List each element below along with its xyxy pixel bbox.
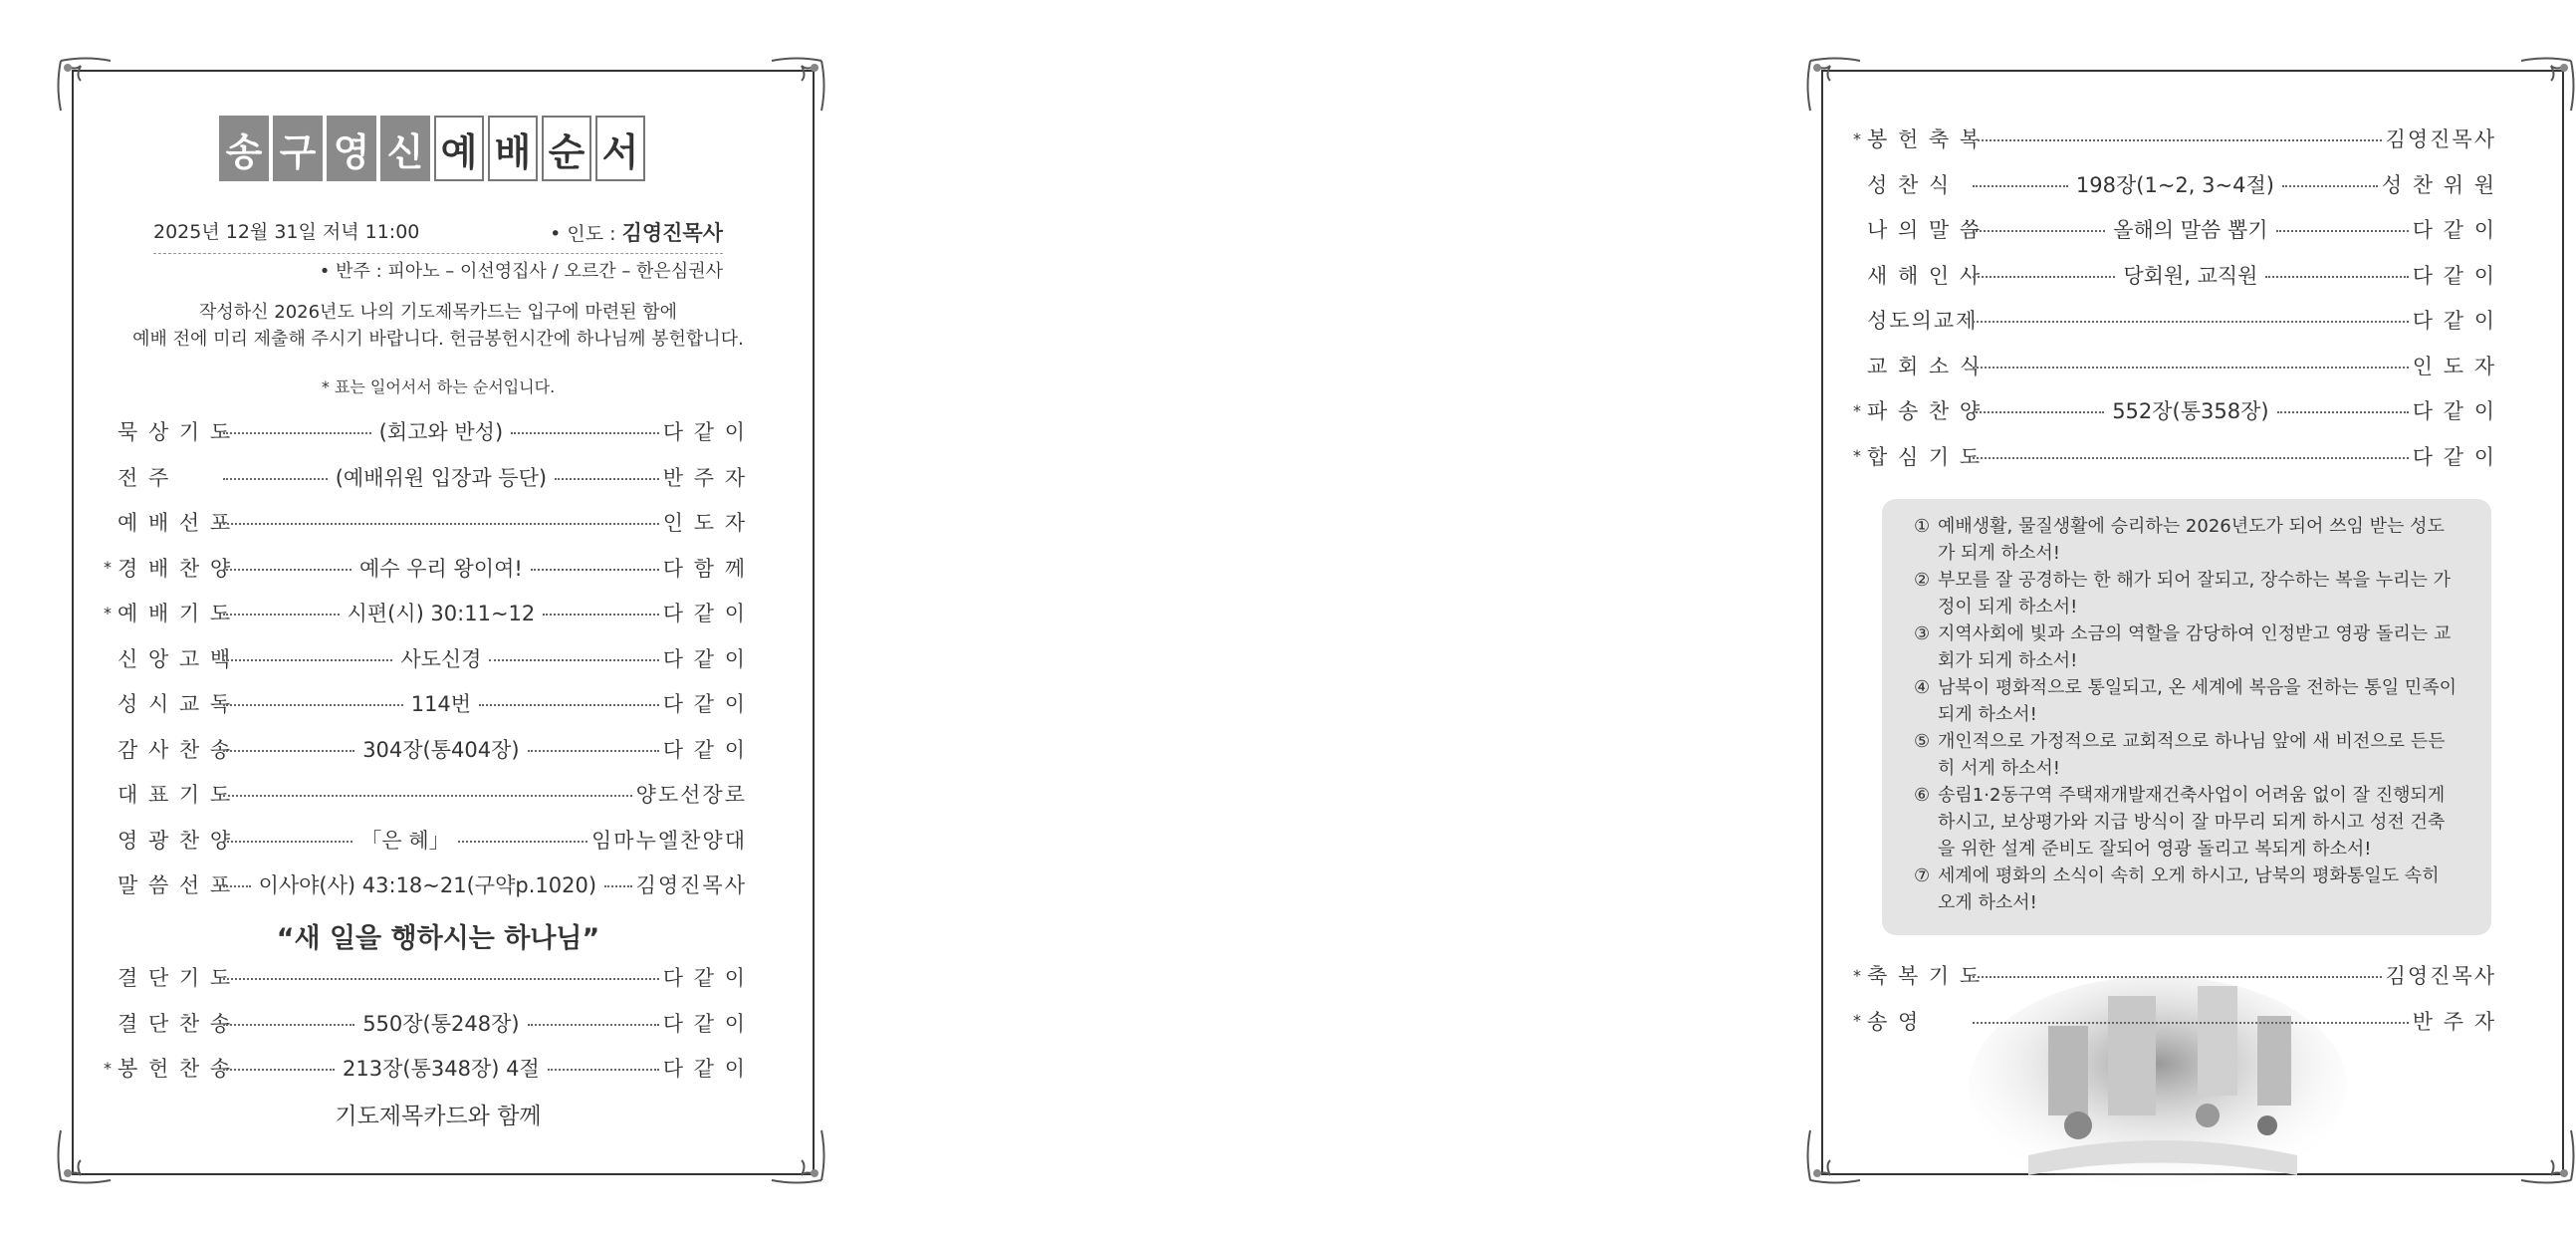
prayer-number: ④ bbox=[1914, 677, 1931, 698]
order-row bbox=[1867, 305, 2496, 335]
order-detail: 「은 혜」 bbox=[360, 828, 450, 853]
prayer-text: 예배생활, 물질생활에 승리하는 2026년도가 되어 쓰임 받는 성도가 되게 하소서! bbox=[1938, 516, 2445, 564]
title-char: 예 bbox=[434, 116, 484, 181]
order-row bbox=[117, 1008, 747, 1038]
order-person: 다 같 이 bbox=[2412, 399, 2497, 423]
order-label: 감 사 찬 송 bbox=[117, 737, 233, 762]
prayer-number: ① bbox=[1914, 516, 1931, 537]
order-person: 김영진목사 bbox=[2385, 964, 2496, 988]
leader-dots bbox=[1973, 321, 2409, 323]
notice-line: 예배 전에 미리 제출해 주시기 바랍니다. 헌금봉헌시간에 하나님께 봉헌합니다. bbox=[132, 329, 744, 350]
page-title bbox=[219, 116, 645, 181]
order-label: 성 찬 식 bbox=[1867, 172, 1952, 197]
leader-name: 김영진목사 bbox=[621, 221, 723, 245]
prayer-item bbox=[1914, 567, 2461, 620]
service-date: 2025년 12월 31일 저녁 11:00 bbox=[153, 221, 420, 243]
ornament-icon bbox=[56, 1125, 116, 1185]
order-row bbox=[117, 416, 747, 446]
ornament-icon bbox=[56, 56, 116, 116]
title-char: 순 bbox=[542, 116, 591, 181]
order-row bbox=[1853, 124, 2496, 153]
order-label: 송 영 bbox=[1867, 1009, 1921, 1034]
order-row bbox=[1853, 395, 2497, 425]
prayer-number: ③ bbox=[1914, 623, 1931, 644]
prayer-item bbox=[1914, 863, 2461, 916]
star-note: * 표는 일어서서 하는 순서입니다. bbox=[321, 377, 556, 396]
leader-dots bbox=[223, 704, 403, 706]
title-char: 송 bbox=[219, 116, 269, 181]
leader-dots bbox=[1973, 276, 2115, 278]
prayer-text: 남북이 평화적으로 통일되고, 온 세계에 복음을 전하는 통일 민족이 되게 하소서! bbox=[1938, 677, 2457, 725]
order-detail: 552장(통358장) bbox=[2112, 399, 2269, 423]
order-row bbox=[1853, 1006, 2496, 1036]
leader-dots bbox=[531, 569, 659, 571]
ornament-icon bbox=[2516, 56, 2576, 116]
notice-line: 작성하신 2026년도 나의 기도제목카드는 입구에 마련된 함에 bbox=[198, 302, 678, 323]
order-person: 다 같 이 bbox=[662, 602, 748, 625]
order-label: 대 표 기 도 bbox=[117, 783, 233, 807]
leader-dots bbox=[1973, 976, 2382, 978]
standing-mark: * bbox=[104, 1058, 112, 1078]
order-row bbox=[104, 1053, 748, 1083]
leader-dots bbox=[528, 750, 659, 752]
leader-dots bbox=[223, 432, 371, 434]
leader-dots bbox=[1973, 230, 2105, 232]
order-person: 임마누엘찬양대 bbox=[591, 828, 748, 853]
accompaniment: • 반주 : 피아노 – 이선영집사 / 오르간 – 한은심권사 bbox=[319, 261, 723, 282]
order-person: 다 같 이 bbox=[2412, 444, 2496, 469]
leader-dots bbox=[543, 614, 659, 616]
candles-illustration bbox=[1969, 956, 2347, 1195]
ornament-icon bbox=[1805, 56, 1865, 116]
order-label: 성도의교제 bbox=[1867, 309, 1979, 333]
leader-dots bbox=[223, 569, 351, 571]
ornament-icon bbox=[767, 56, 826, 116]
order-detail: 114번 bbox=[410, 692, 472, 716]
order-person: 김영진목사 bbox=[635, 873, 748, 897]
order-detail: (예배위원 입장과 등단) bbox=[335, 465, 548, 490]
order-detail: 당회원, 교직원 bbox=[2123, 263, 2258, 288]
ornament-icon bbox=[1805, 1125, 1865, 1185]
standing-mark: * bbox=[104, 603, 112, 622]
order-person: 다 같 이 bbox=[662, 737, 748, 762]
leader-dots bbox=[604, 885, 632, 887]
prayer-item bbox=[1914, 782, 2461, 863]
order-label: 예 배 선 포 bbox=[117, 511, 233, 535]
order-label: 봉 헌 축 복 bbox=[1867, 127, 1983, 151]
prayer-text: 개인적으로 가정적으로 교회적으로 하나님 앞에 새 비전으로 든든히 서게 하소서! bbox=[1938, 731, 2446, 779]
leader-dots bbox=[223, 523, 659, 525]
leader-dots bbox=[1973, 411, 2104, 413]
order-person: 다 같 이 bbox=[2412, 309, 2496, 333]
standing-mark: * bbox=[1853, 446, 1861, 465]
leader-prefix: • 인도 : bbox=[550, 223, 622, 245]
order-person: 다 같 이 bbox=[2412, 263, 2497, 288]
prayer-text: 부모를 잘 공경하는 한 해가 되어 잘되고, 장수하는 복을 누리는 가정이 되게 하소서! bbox=[1938, 570, 2452, 618]
order-detail: 이사야(사) 43:18~21(구약p.1020) bbox=[258, 873, 597, 897]
leader-dots bbox=[223, 750, 354, 752]
leader-dots bbox=[223, 841, 352, 843]
order-detail: 198장(1~2, 3~4절) bbox=[2075, 172, 2274, 197]
order-person: 반 주 자 bbox=[2412, 1009, 2496, 1034]
prayer-text: 세계에 평화의 소식이 속히 오게 하시고, 남북의 평화통일도 속히 오게 하소서! bbox=[1938, 865, 2440, 913]
order-label: 신 앙 고 백 bbox=[117, 646, 233, 671]
order-person: 인 도 자 bbox=[662, 511, 747, 535]
sermon-title: “새 일을 행하시는 하나님” bbox=[276, 923, 600, 954]
order-row bbox=[117, 779, 747, 809]
prayer-item bbox=[1914, 513, 2461, 567]
order-detail: 304장(통404장) bbox=[362, 737, 520, 762]
leader-dots bbox=[223, 478, 328, 480]
order-label: 교 회 소 식 bbox=[1867, 354, 1983, 378]
order-detail: 213장(통348장) 4절 bbox=[343, 1057, 540, 1081]
leader-dots bbox=[2276, 230, 2409, 232]
standing-mark: * bbox=[1853, 1011, 1861, 1030]
order-person: 다 같 이 bbox=[662, 1011, 748, 1036]
leader-dots bbox=[2282, 185, 2378, 187]
order-row bbox=[117, 643, 747, 673]
order-detail: 시편(시) 30:11~12 bbox=[347, 602, 536, 625]
leader-dots bbox=[528, 1024, 659, 1026]
leader-dots bbox=[1973, 185, 2068, 187]
prayer-number: ② bbox=[1914, 570, 1931, 591]
left-footer: 기도제목카드와 함께 bbox=[335, 1104, 542, 1129]
order-label: 묵 상 기 도 bbox=[117, 420, 233, 444]
order-row bbox=[117, 825, 747, 855]
order-detail: 예수 우리 왕이여! bbox=[359, 556, 523, 581]
ornament-icon bbox=[767, 1125, 826, 1185]
leader-dots bbox=[458, 841, 587, 843]
leader-dots bbox=[555, 478, 659, 480]
order-detail: 550장(통248장) bbox=[362, 1011, 520, 1036]
order-row bbox=[1867, 214, 2496, 244]
standing-mark: * bbox=[104, 558, 112, 577]
leader-dots bbox=[548, 1069, 659, 1071]
leader-dots bbox=[1973, 457, 2409, 459]
order-row bbox=[1867, 351, 2496, 380]
title-char: 서 bbox=[595, 116, 645, 181]
leader-dots bbox=[223, 1069, 335, 1071]
leader-dots bbox=[479, 704, 659, 706]
order-row bbox=[117, 734, 747, 764]
leader-dots bbox=[223, 1024, 354, 1026]
order-person: 성 찬 위 원 bbox=[2381, 172, 2497, 197]
prayer-text: 송림1·2동구역 주택재개발재건축사업이 어려움 없이 잘 진행되게 하시고, 보상평가와 지급 방식이 잘 마무리 되게 하시고 성전 건축을 위한 설계 준비도 잘되어 영광 돌리고 복되게 하소서! bbox=[1938, 785, 2446, 860]
title-char: 신 bbox=[380, 116, 430, 181]
order-row bbox=[117, 462, 747, 492]
leader-dots bbox=[489, 659, 658, 661]
order-person: 양도선장로 bbox=[635, 783, 747, 807]
leader-dots bbox=[223, 885, 251, 887]
order-person: 다 같 이 bbox=[662, 646, 747, 671]
order-row bbox=[1867, 260, 2496, 290]
order-detail: 사도신경 bbox=[400, 646, 482, 671]
leader-dots bbox=[1973, 367, 2409, 369]
leader-dots bbox=[1973, 1022, 2409, 1024]
order-label: 결 단 찬 송 bbox=[117, 1011, 233, 1036]
prayer-number: ⑤ bbox=[1914, 731, 1931, 752]
order-row bbox=[1853, 441, 2496, 471]
leader-dots bbox=[223, 795, 632, 797]
standing-mark: * bbox=[1853, 400, 1861, 420]
order-person: 김영진목사 bbox=[2385, 127, 2496, 151]
prayer-item bbox=[1914, 674, 2461, 728]
prayer-text: 지역사회에 빛과 소금의 역할을 감당하여 인정받고 영광 돌리는 교회가 되게 하소서! bbox=[1938, 623, 2452, 671]
order-label: 성 시 교 독 bbox=[117, 692, 233, 716]
left-page bbox=[0, 0, 873, 1235]
order-row bbox=[117, 962, 747, 992]
order-person: 다 같 이 bbox=[2412, 218, 2497, 242]
order-person: 인 도 자 bbox=[2412, 354, 2496, 378]
title-char: 배 bbox=[488, 116, 538, 181]
prayer-item bbox=[1914, 728, 2461, 782]
ornament-icon bbox=[2516, 1125, 2576, 1185]
standing-mark: * bbox=[1853, 128, 1861, 148]
order-label: 새 해 인 사 bbox=[1867, 263, 1983, 288]
order-person: 다 같 이 bbox=[662, 692, 747, 716]
prayer-number: ⑥ bbox=[1914, 785, 1931, 806]
order-detail: (회고와 반성) bbox=[378, 420, 504, 444]
notice bbox=[119, 299, 757, 353]
order-label: 예 배 기 도 bbox=[117, 602, 233, 625]
standing-mark: * bbox=[1853, 965, 1861, 985]
title-char: 영 bbox=[327, 116, 376, 181]
order-person: 다 같 이 bbox=[662, 966, 747, 990]
order-row bbox=[104, 553, 747, 583]
leader-dots bbox=[2277, 411, 2409, 413]
order-label: 말 씀 선 포 bbox=[117, 873, 233, 897]
title-char: 구 bbox=[273, 116, 323, 181]
leader-dots bbox=[511, 432, 659, 434]
order-label: 봉 헌 찬 송 bbox=[117, 1057, 233, 1081]
leader-dots bbox=[223, 659, 392, 661]
order-row bbox=[1867, 169, 2496, 199]
leader-dots bbox=[2265, 276, 2408, 278]
order-row bbox=[104, 598, 748, 627]
order-label: 결 단 기 도 bbox=[117, 966, 233, 990]
right-page bbox=[873, 0, 2497, 1235]
order-person: 다 같 이 bbox=[662, 1057, 748, 1081]
order-row bbox=[117, 688, 747, 718]
prayer-list bbox=[1882, 499, 2491, 935]
prayer-number: ⑦ bbox=[1914, 865, 1931, 886]
leader bbox=[550, 217, 723, 247]
order-row bbox=[117, 869, 747, 899]
order-label: 축 복 기 도 bbox=[1867, 964, 1983, 988]
service-info bbox=[153, 217, 723, 254]
order-label: 합 심 기 도 bbox=[1867, 444, 1983, 469]
order-person: 다 함 께 bbox=[662, 556, 747, 581]
order-label: 나 의 말 씀 bbox=[1867, 218, 1983, 242]
order-label: 전 주 bbox=[117, 465, 171, 490]
order-row bbox=[117, 507, 747, 537]
leader-dots bbox=[223, 978, 659, 980]
order-person: 다 같 이 bbox=[662, 420, 747, 444]
prayer-item bbox=[1914, 620, 2461, 674]
leader-dots bbox=[1973, 139, 2382, 141]
order-label: 경 배 찬 양 bbox=[117, 556, 233, 581]
order-row bbox=[1853, 960, 2496, 990]
leader-dots bbox=[223, 614, 340, 616]
order-detail: 올해의 말씀 뽑기 bbox=[2113, 218, 2268, 242]
order-label: 파 송 찬 양 bbox=[1867, 399, 1983, 423]
order-person: 반 주 자 bbox=[662, 465, 747, 490]
order-label: 영 광 찬 양 bbox=[117, 828, 233, 853]
